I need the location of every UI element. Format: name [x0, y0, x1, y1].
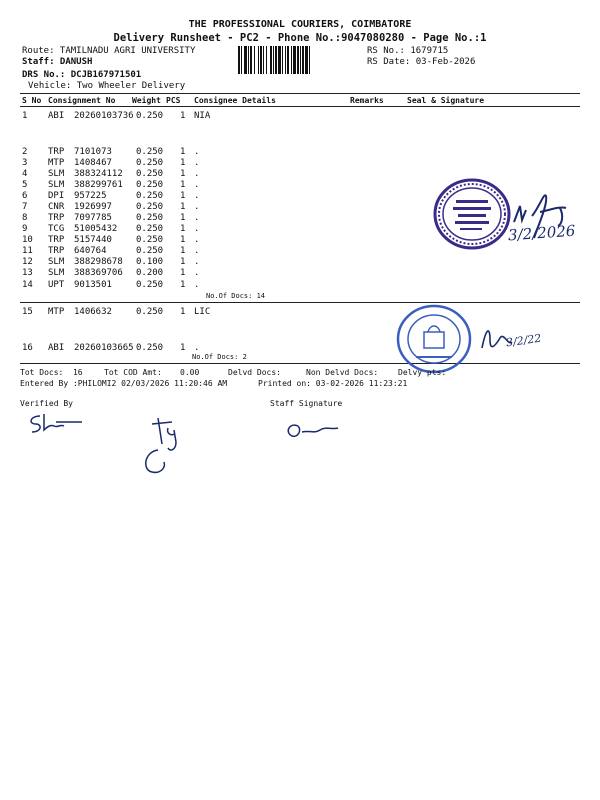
barcode	[237, 46, 365, 74]
row-sno: 3	[22, 158, 28, 168]
row-pcs: 1	[180, 268, 186, 278]
lic-seal-stamp	[392, 302, 476, 376]
printed-on: Printed on: 03-02-2026 11:23:21	[258, 379, 408, 388]
header-top-rule	[20, 93, 580, 94]
row-code: TRP	[48, 235, 65, 245]
rs-number: RS No.: 1679715	[367, 46, 449, 56]
total-cod-label: Tot COD Amt:	[104, 368, 162, 377]
row-pcs: 1	[180, 235, 186, 245]
group-doc-count: No.Of Docs: 14	[206, 292, 266, 300]
row-sno: 2	[22, 147, 28, 157]
row-weight: 0.100	[136, 257, 164, 267]
row-code: SLM	[48, 169, 65, 179]
row-weight: 0.200	[136, 268, 164, 278]
row-sno: 8	[22, 213, 28, 223]
row-pcs: 1	[180, 224, 186, 234]
row-sno: 7	[22, 202, 28, 212]
row-number: 5157440	[74, 235, 112, 245]
row-code: TRP	[48, 246, 65, 256]
row-consignee: .	[194, 224, 200, 234]
row-sno: 6	[22, 191, 28, 201]
row-weight: 0.250	[136, 158, 164, 168]
row-pcs: 1	[180, 158, 186, 168]
staff-signature	[280, 416, 344, 442]
row-sno: 16	[22, 343, 33, 353]
row-number: 388369706	[74, 268, 123, 278]
row-consignee: .	[194, 343, 200, 353]
row-pcs: 1	[180, 213, 186, 223]
total-cod-value: 0.00	[180, 368, 200, 377]
row-code: UPT	[48, 280, 65, 290]
row-pcs: 1	[180, 180, 186, 190]
row-consignee: .	[194, 169, 200, 179]
col-sno: S No	[22, 96, 42, 105]
staff-signature-label: Staff Signature	[270, 399, 343, 408]
row-weight: 0.250	[136, 111, 164, 121]
entered-by: Entered By :PHILOMI2 02/03/2026 11:20:46 AM	[20, 379, 228, 388]
row-consignee: LIC	[194, 307, 211, 317]
row-number: 9013501	[74, 280, 112, 290]
row-number: 1408467	[74, 158, 112, 168]
row-weight: 0.250	[136, 169, 164, 179]
row-pcs: 1	[180, 257, 186, 267]
row-code: MTP	[48, 307, 65, 317]
verified-by-label: Verified By	[20, 399, 73, 408]
delivered-docs-label: Delvd Docs:	[228, 368, 281, 377]
col-consignment: Consignment No	[48, 96, 116, 105]
row-sno: 11	[22, 246, 33, 256]
rs-date: RS Date: 03-Feb-2026	[367, 57, 476, 67]
row-pcs: 1	[180, 280, 186, 290]
col-seal: Seal & Signature	[407, 96, 485, 105]
row-sno: 5	[22, 180, 28, 190]
row-number: 640764	[74, 246, 107, 256]
row-weight: 0.250	[136, 280, 164, 290]
supervisor-signature	[138, 414, 188, 478]
row-sno: 14	[22, 280, 33, 290]
row-sno: 4	[22, 169, 28, 179]
row-pcs: 1	[180, 169, 186, 179]
row-consignee: .	[194, 202, 200, 212]
office-seal-stamp	[428, 176, 518, 252]
row-consignee: .	[194, 257, 200, 267]
row-code: ABI	[48, 343, 65, 353]
row-number: 7097785	[74, 213, 112, 223]
row-consignee: .	[194, 246, 200, 256]
row-sno: 10	[22, 235, 33, 245]
row-pcs: 1	[180, 147, 186, 157]
row-pcs: 1	[180, 307, 186, 317]
row-code: ABI	[48, 111, 65, 121]
row-number: 1406632	[74, 307, 112, 317]
group-doc-count: No.Of Docs: 2	[192, 353, 247, 361]
col-consignee: Consignee Details	[194, 96, 276, 105]
verifier-signature	[24, 410, 94, 436]
col-remarks: Remarks	[350, 96, 384, 105]
row-consignee: .	[194, 191, 200, 201]
row-number: 1926997	[74, 202, 112, 212]
row-consignee: .	[194, 158, 200, 168]
handwritten-date-2: 3/2/22	[505, 331, 543, 350]
row-code: DPI	[48, 191, 65, 201]
row-number: 7101073	[74, 147, 112, 157]
row-weight: 0.250	[136, 246, 164, 256]
row-code: MTP	[48, 158, 65, 168]
row-sno: 9	[22, 224, 28, 234]
row-code: TCG	[48, 224, 65, 234]
row-sno: 13	[22, 268, 33, 278]
row-code: SLM	[48, 180, 65, 190]
row-consignee: .	[194, 280, 200, 290]
row-weight: 0.250	[136, 224, 164, 234]
row-sno: 15	[22, 307, 33, 317]
row-weight: 0.250	[136, 180, 164, 190]
row-code: TRP	[48, 147, 65, 157]
staff-label: Staff: DANUSH	[22, 57, 93, 67]
row-consignee: .	[194, 147, 200, 157]
handwritten-date-1: 3/2/2026	[507, 221, 576, 245]
group-divider	[20, 302, 580, 303]
row-consignee: .	[194, 268, 200, 278]
row-consignee: NIA	[194, 111, 211, 121]
row-consignee: .	[194, 235, 200, 245]
row-weight: 0.250	[136, 202, 164, 212]
row-weight: 0.250	[136, 213, 164, 223]
row-code: TRP	[48, 213, 65, 223]
runsheet-title: Delivery Runsheet - PC2 - Phone No.:9047080280 - Page No.:1	[113, 32, 487, 44]
row-sno: 12	[22, 257, 33, 267]
row-number: 388298678	[74, 257, 123, 267]
table-bottom-rule	[20, 363, 580, 364]
row-number: 20260103665	[74, 343, 134, 353]
row-number: 957225	[74, 191, 107, 201]
vehicle-label: Vehicle: Two Wheeler Delivery	[28, 81, 186, 91]
row-weight: 0.250	[136, 191, 164, 201]
row-weight: 0.250	[136, 235, 164, 245]
row-number: 388299761	[74, 180, 123, 190]
company-name: THE PROFESSIONAL COURIERS, COIMBATORE	[188, 19, 412, 30]
delivery-points-label: Delvy pts:	[398, 368, 447, 377]
row-pcs: 1	[180, 343, 186, 353]
row-weight: 0.250	[136, 343, 164, 353]
col-weight: Weight	[132, 96, 161, 105]
route-label: Route: TAMILNADU AGRI UNIVERSITY	[22, 46, 196, 56]
col-pcs: PCS	[166, 96, 181, 105]
row-pcs: 1	[180, 191, 186, 201]
header-bottom-rule	[20, 106, 580, 107]
drs-number: DRS No.: DCJB167971501	[22, 70, 142, 80]
row-weight: 0.250	[136, 307, 164, 317]
row-code: CNR	[48, 202, 65, 212]
row-code: SLM	[48, 268, 65, 278]
total-docs: Tot Docs: 16	[20, 368, 83, 377]
row-sno: 1	[22, 111, 28, 121]
row-number: 51005432	[74, 224, 118, 234]
row-number: 388324112	[74, 169, 123, 179]
row-pcs: 1	[180, 246, 186, 256]
row-code: SLM	[48, 257, 65, 267]
non-delivered-docs-label: Non Delvd Docs:	[306, 368, 379, 377]
row-number: 20260103736	[74, 111, 134, 121]
row-pcs: 1	[180, 202, 186, 212]
row-consignee: .	[194, 180, 200, 190]
row-consignee: .	[194, 213, 200, 223]
row-pcs: 1	[180, 111, 186, 121]
row-weight: 0.250	[136, 147, 164, 157]
